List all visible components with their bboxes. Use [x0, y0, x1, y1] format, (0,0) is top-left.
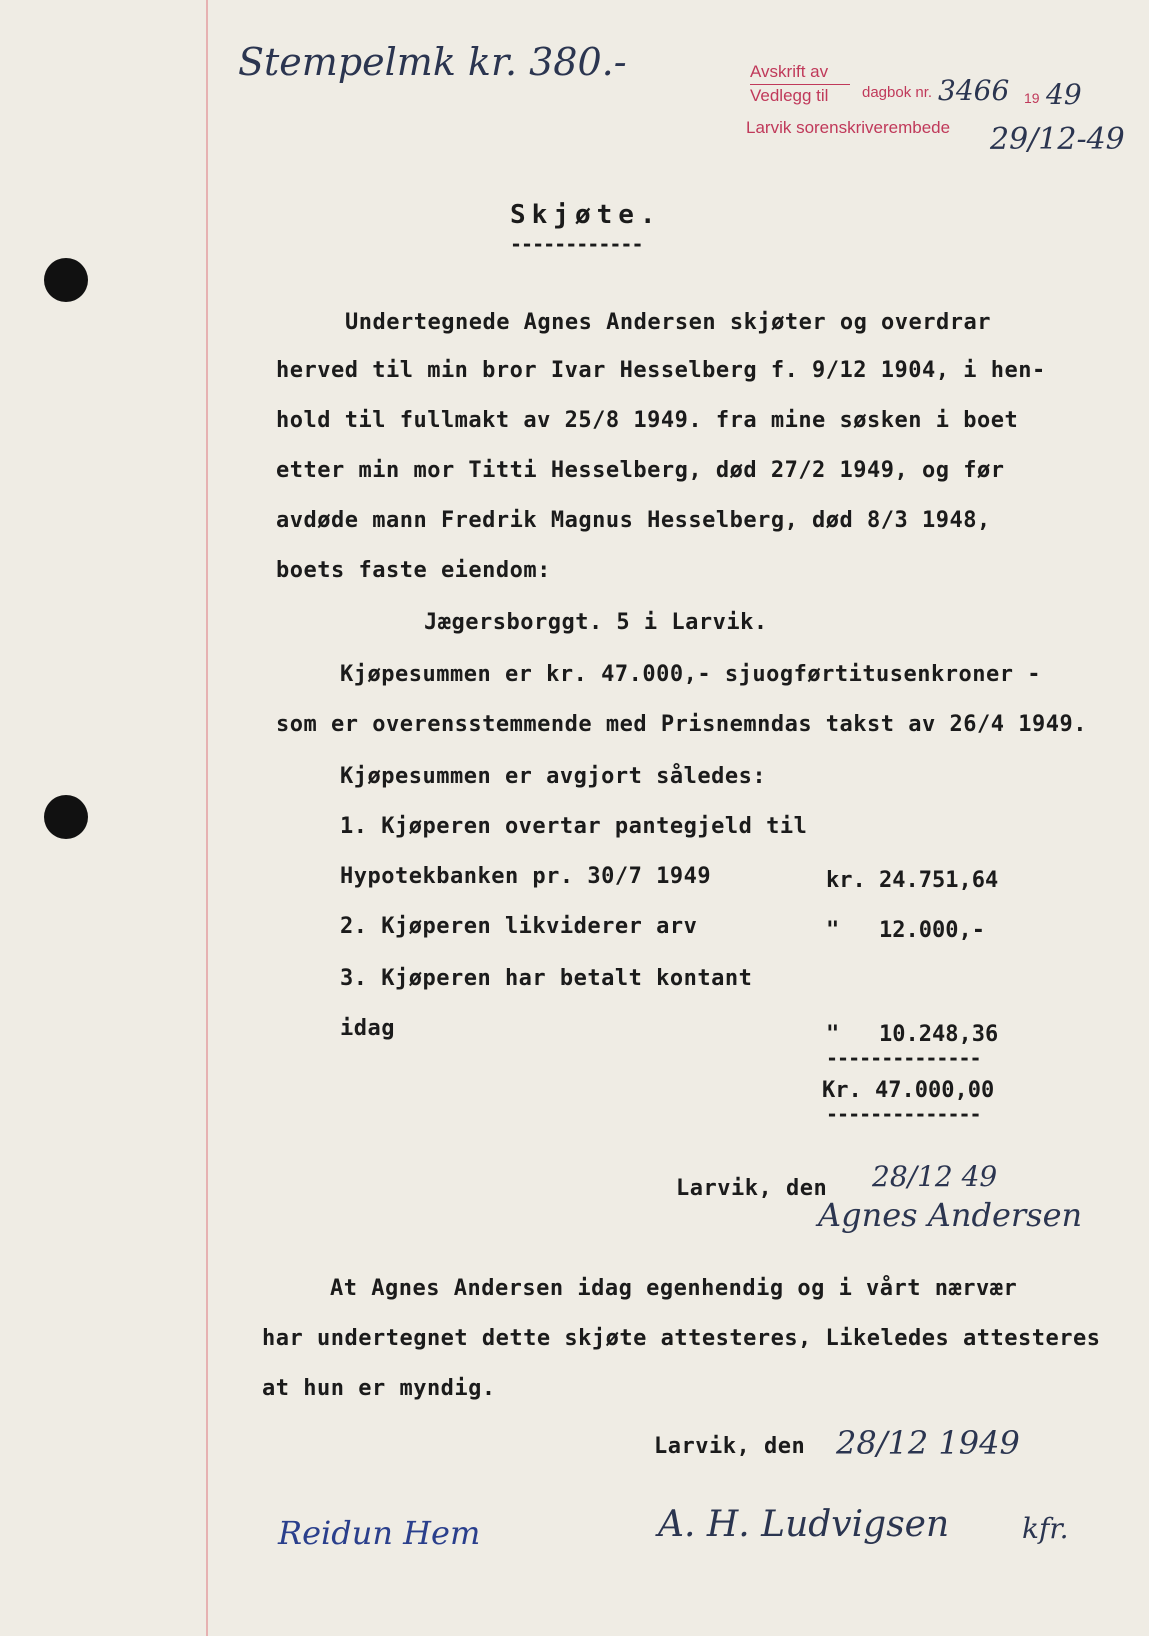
item3-amount: " 10.248,36 [826, 1022, 999, 1047]
settlement-intro: Kjøpesummen er avgjort således: [340, 764, 767, 789]
para1-line-3: hold til fullmakt av 25/8 1949. fra mine søsken i boet [276, 408, 1019, 433]
para1-line-4: etter min mor Titti Hesselberg, død 27/2 1949, og før [276, 458, 1005, 483]
stamp-line-1b: dagbok nr. [862, 84, 933, 101]
punch-hole-bottom [44, 795, 88, 839]
price-line-1: Kjøpesummen er kr. 47.000,- sjuogførtitusenkroner - [340, 662, 1042, 687]
total-amount: Kr. 47.000,00 [822, 1078, 995, 1103]
stamp-line-2-suffix: 19 [1024, 90, 1040, 106]
place-date-2: Larvik, den [654, 1434, 806, 1459]
margin-line [206, 0, 208, 1636]
stamp-line-3: Larvik sorenskriverembede [746, 118, 951, 137]
price-line-2: som er overensstemmende med Prisnemndas takst av 26/4 1949. [276, 712, 1087, 737]
item1-amount: kr. 24.751,64 [826, 868, 999, 893]
dagbok-number: 3466 [938, 74, 1010, 107]
item2-line: 2. Kjøperen likviderer arv [340, 914, 698, 939]
item2-amount: " 12.000,- [826, 918, 985, 943]
item1-line-2: Hypotekbanken pr. 30/7 1949 [340, 864, 712, 889]
item3-line-2: idag [340, 1016, 395, 1041]
place-date-1: Larvik, den [676, 1176, 828, 1201]
total-double-rule: -------------- [826, 1102, 981, 1126]
item3-line-1: 3. Kjøperen har betalt kontant [340, 966, 753, 991]
stamp-duty-note: Stempelmk kr. 380.- [238, 40, 627, 84]
para1-line-2: herved til min bror Ivar Hesselberg f. 9/12 1904, i hen- [276, 358, 1046, 383]
property-address: Jægersborggt. 5 i Larvik. [424, 610, 768, 635]
para1-line-6: boets faste eiendom: [276, 558, 551, 583]
document-title: Skjøte. [510, 200, 662, 230]
sign-date-2: 28/12 1949 [836, 1424, 1020, 1462]
attest-line-2: har undertegnet dette skjøte attesteres, Likeledes attesteres [262, 1326, 1101, 1351]
notary-signature: A. H. Ludvigsen [658, 1504, 950, 1545]
total-rule: -------------- [826, 1046, 981, 1070]
title-underline: ------------ [510, 232, 643, 256]
stamp-rule [750, 84, 850, 85]
attest-line-1: At Agnes Andersen idag egenhendig og i vårt nærvær [330, 1276, 1018, 1301]
witness-signature: Reidun Hem [278, 1514, 481, 1552]
item1-line-1: 1. Kjøperen overtar pantegjeld til [340, 814, 808, 839]
para1-line-1: Undertegnede Agnes Andersen skjøter og overdrar [345, 310, 992, 335]
signature-agnes-andersen: Agnes Andersen [818, 1196, 1083, 1234]
stamp-line-1a: Avskrift av [750, 62, 829, 81]
para1-line-5: avdøde mann Fredrik Magnus Hesselberg, død 8/3 1948, [276, 508, 991, 533]
sign-date-1: 28/12 49 [872, 1160, 998, 1193]
stamp-line-2: Vedlegg til [750, 86, 829, 105]
dagbok-year: 49 [1046, 78, 1082, 111]
registration-date: 29/12-49 [990, 122, 1125, 157]
attest-line-3: at hun er myndig. [262, 1376, 496, 1401]
notary-suffix: kfr. [1022, 1512, 1069, 1545]
punch-hole-top [44, 258, 88, 302]
